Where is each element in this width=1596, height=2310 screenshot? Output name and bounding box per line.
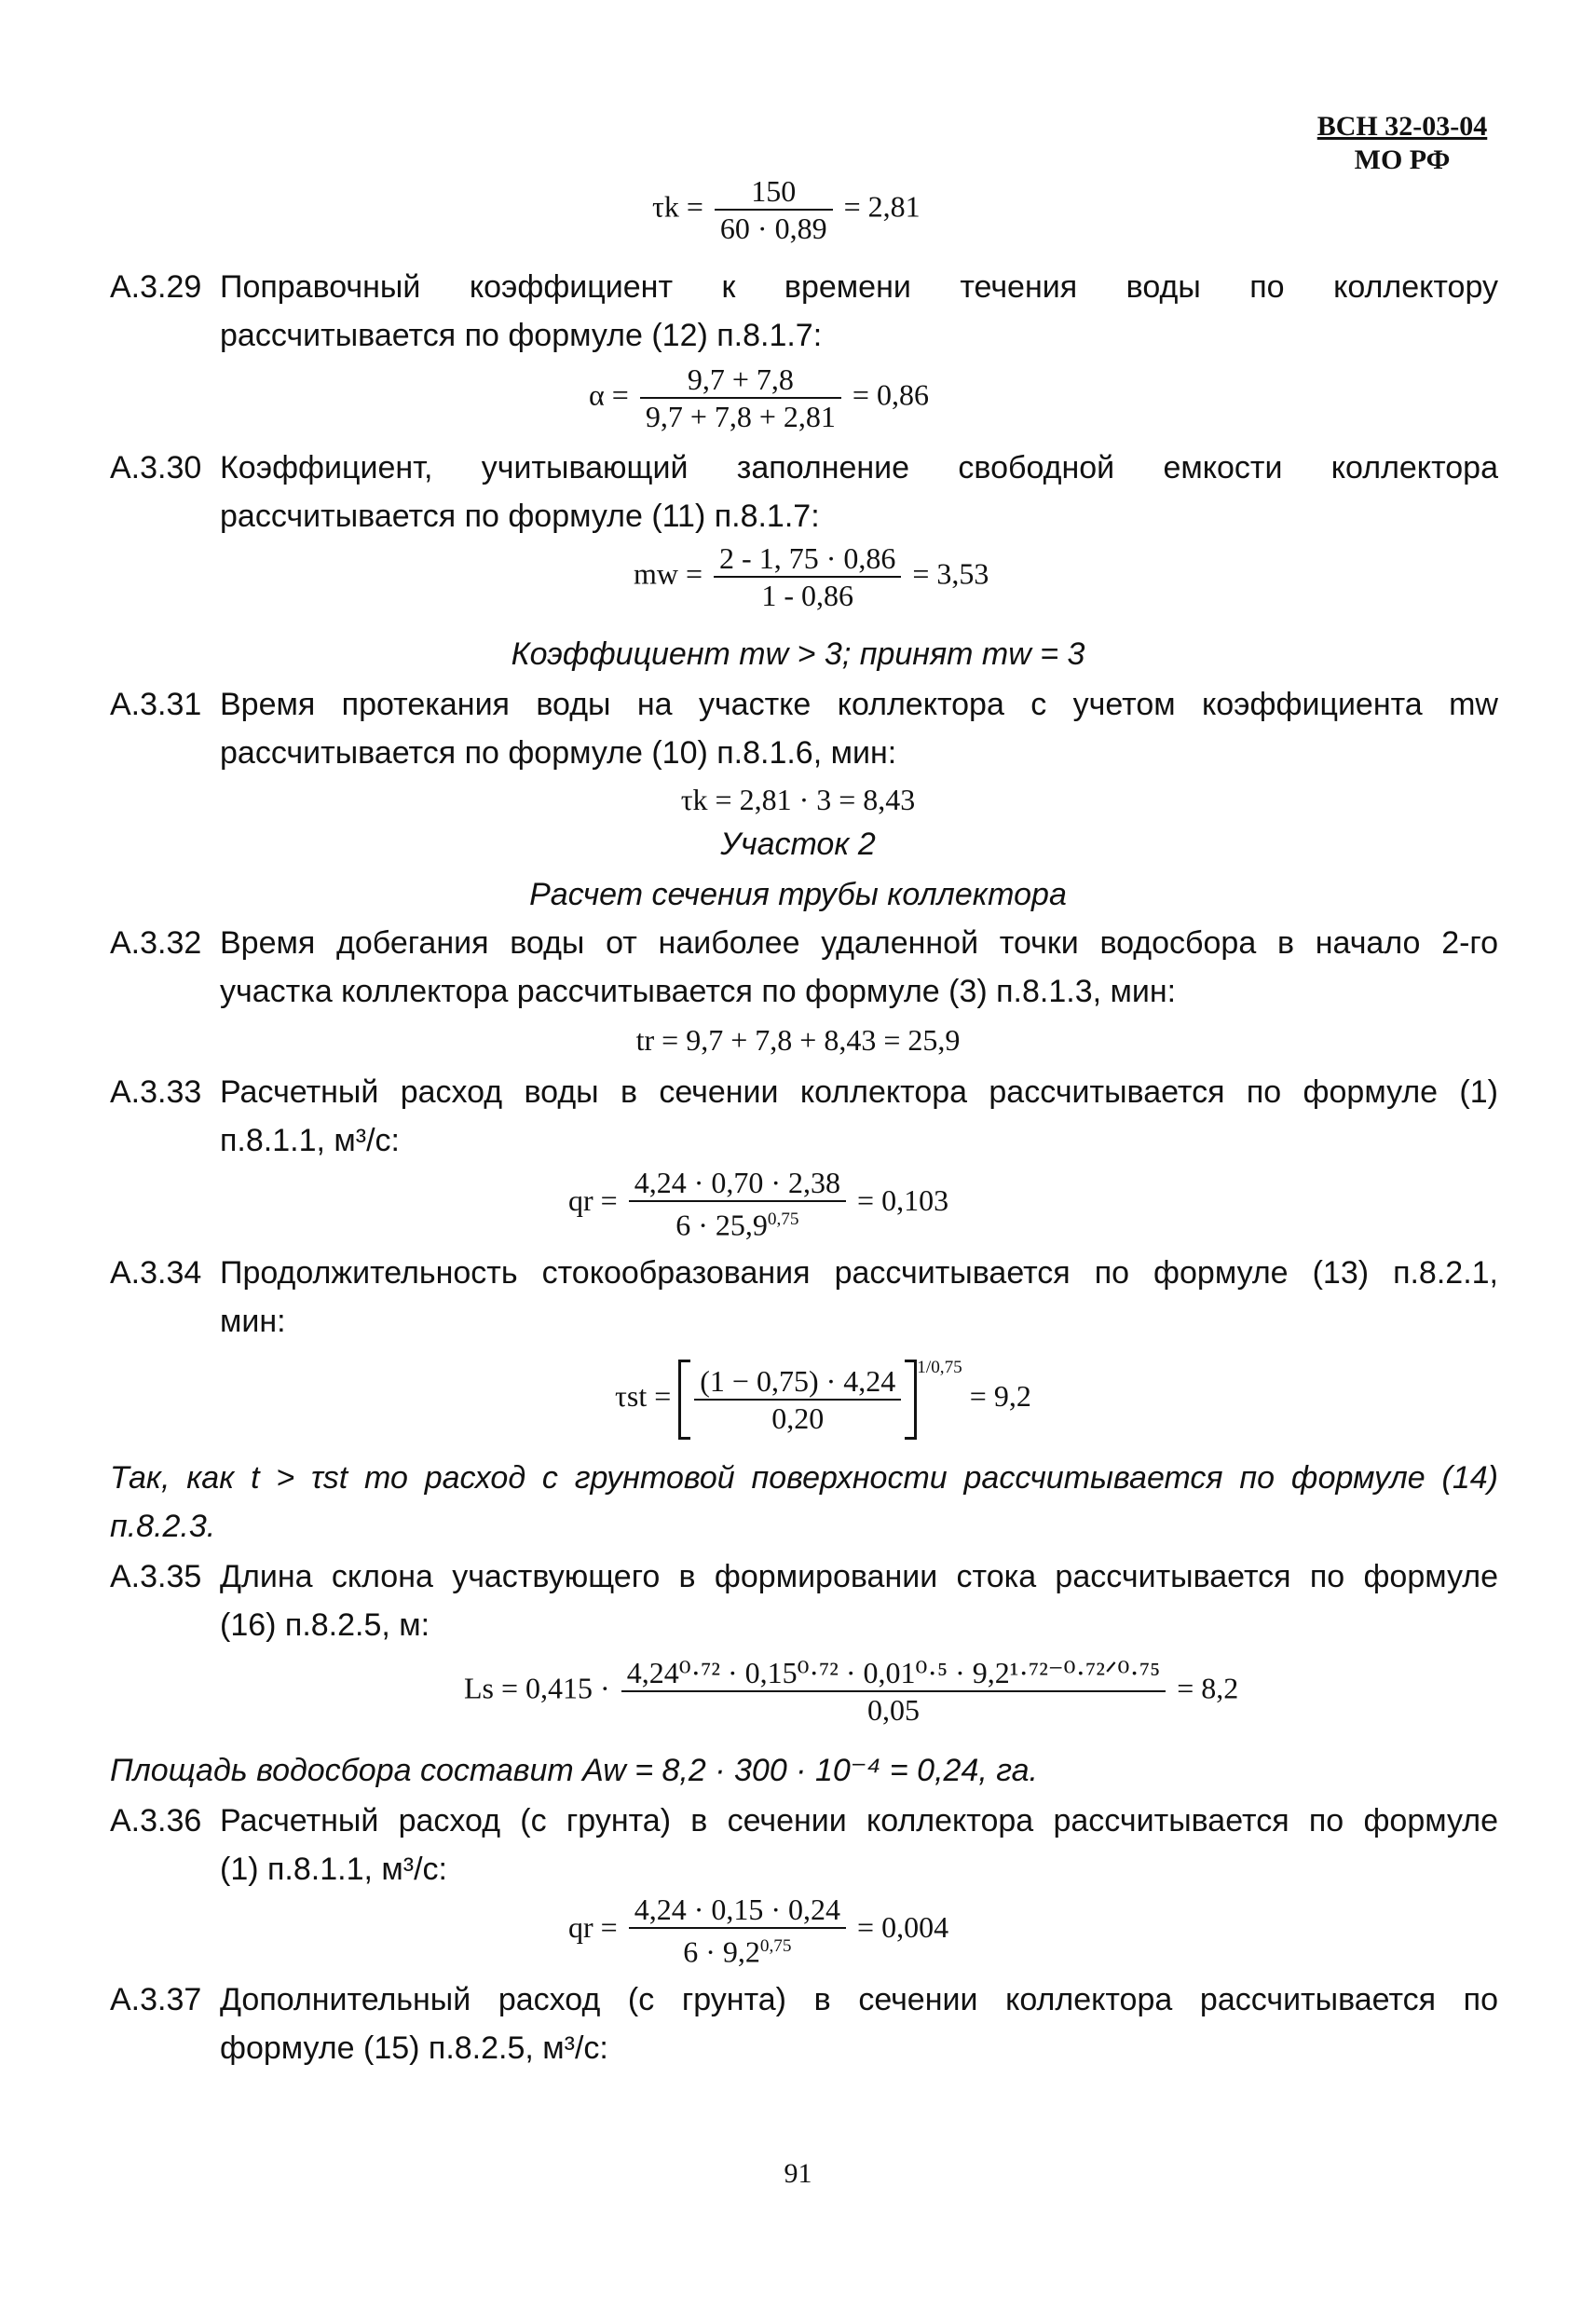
fraction (621, 1655, 1166, 1728)
numerator: (1 − 0,75) · 4,24 (700, 1363, 896, 1398)
clause-text (220, 1552, 1498, 1649)
formula-lhs: τst = (615, 1379, 672, 1413)
note-since (110, 1454, 1498, 1551)
fraction (629, 1892, 846, 1970)
clause-text (220, 1975, 1498, 2072)
formula-rhs: = 9,2 (969, 1379, 1031, 1413)
clause-line: Длина склона участвующего в формировании стока рассчитывается по формуле (220, 1559, 1498, 1594)
denominator-exponent: 0,75 (759, 1936, 792, 1956)
clause-number: А.3.29 (110, 269, 202, 305)
section-subtitle: Расчет сечения трубы коллектора (529, 877, 1067, 912)
clause-line: (16) п.8.2.5, м: (220, 1607, 430, 1643)
formula-lhs: τk = (652, 189, 703, 224)
clause-number: А.3.31 (110, 687, 202, 722)
fraction (694, 1363, 901, 1436)
denominator: 1 - 0,86 (714, 576, 901, 613)
numerator: 4,24⁰·⁷² · 0,15⁰·⁷² · 0,01⁰·⁵ · 9,2¹·⁷²⁻⁰·⁷²ᐟ⁰·⁷⁵ (626, 1656, 1161, 1689)
clause-line: Дополнительный расход (с грунта) в сечении коллектора рассчитывается по (220, 1982, 1498, 2017)
paragraph-a330 (110, 444, 1498, 540)
clause-text (220, 263, 1498, 360)
clause-number: А.3.34 (110, 1255, 202, 1291)
paragraph-a332 (110, 919, 1498, 1016)
denominator (629, 1927, 846, 1970)
paragraph-a331 (110, 680, 1498, 777)
denominator: 0,20 (694, 1399, 901, 1436)
clause-line: Расчетный расход (с грунта) в сечении коллектора рассчитывается по формуле (220, 1803, 1498, 1838)
clause-number: А.3.33 (110, 1074, 202, 1110)
clause-number: А.3.32 (110, 925, 202, 961)
clause-line: (1) п.8.1.1, м³/с: (220, 1852, 447, 1887)
clause-line: Продолжительность стокообразования рассчитывается по формуле (13) п.8.2.1, (220, 1255, 1498, 1291)
note-area: Площадь водосбора составит Aw = 8,2 · 300 · 10⁻⁴ = 0,24, га. (110, 1753, 1038, 1788)
numerator: 4,24 · 0,70 · 2,38 (634, 1166, 841, 1199)
formula-lhs: Ls = 0,415 · (464, 1671, 610, 1705)
formula-tau-k-corrected: τk = 2,81 · 3 = 8,43 (680, 783, 916, 816)
paragraph-a335 (110, 1552, 1498, 1649)
denominator: 0,05 (621, 1690, 1166, 1728)
exponent: 1/0,75 (917, 1358, 962, 1377)
numerator: 2 - 1, 75 · 0,86 (719, 541, 896, 575)
formula-rhs: = 8,2 (1177, 1671, 1239, 1705)
clause-text (220, 1249, 1498, 1346)
paragraph-a329 (110, 263, 1498, 360)
numerator: 150 (751, 174, 797, 208)
clause-line: рассчитывается по формуле (11) п.8.1.7: (220, 499, 820, 534)
formula-lhs: mw = (634, 556, 703, 591)
header-code: ВСН 32-03-04 (1316, 111, 1488, 142)
page-number: 91 (784, 2158, 812, 2189)
denominator-base: 6 · 9,2 (683, 1934, 760, 1969)
formula-tr: tr = 9,7 + 7,8 + 8,43 = 25,9 (635, 1023, 961, 1057)
fraction (629, 1165, 846, 1243)
clause-number: А.3.36 (110, 1803, 202, 1838)
bracket-group (678, 1360, 917, 1440)
denominator-exponent: 0,75 (767, 1210, 799, 1229)
clause-line: Время добегания воды от наиболее удаленной точки водосбора в начало 2-го (220, 925, 1498, 961)
clause-number: А.3.37 (110, 1982, 202, 2017)
clause-line: мин: (220, 1304, 286, 1339)
denominator (629, 1200, 846, 1243)
clause-line: участка коллектора рассчитывается по формуле (3) п.8.1.3, мин: (220, 974, 1177, 1009)
clause-text (220, 444, 1498, 540)
denominator-base: 6 · 25,9 (675, 1208, 768, 1242)
document-header (1276, 110, 1528, 177)
clause-number: А.3.35 (110, 1559, 202, 1594)
note-line: п.8.2.3. (110, 1509, 216, 1544)
formula-alpha (589, 362, 929, 434)
formula-rhs: = 0,004 (857, 1910, 949, 1945)
clause-line: Коэффициент, учитывающий заполнение свободной емкости коллектора (220, 450, 1498, 485)
note-line: Так, как t > τst то расход с грунтовой поверхности рассчитывается по формуле (14) (110, 1460, 1498, 1496)
formula-lhs: qr = (568, 1183, 618, 1218)
formula-qr-2 (568, 1892, 948, 1970)
clause-text (220, 1797, 1498, 1893)
clause-line: Расчетный расход воды в сечении коллектора рассчитывается по формуле (1) (220, 1074, 1498, 1110)
clause-text (220, 919, 1498, 1016)
formula-lhs: qr = (568, 1910, 618, 1945)
formula-rhs: = 2,81 (843, 189, 921, 224)
formula-ls (464, 1655, 1238, 1728)
denominator: 9,7 + 7,8 + 2,81 (640, 397, 841, 434)
clause-text (220, 680, 1498, 777)
formula-rhs: = 3,53 (912, 556, 989, 591)
numerator: 9,7 + 7,8 (687, 362, 794, 396)
header-org: МО РФ (1354, 144, 1451, 175)
clause-number: А.3.30 (110, 450, 202, 485)
clause-line: п.8.1.1, м³/с: (220, 1123, 400, 1158)
numerator: 4,24 · 0,15 · 0,24 (634, 1893, 841, 1926)
clause-line: формуле (15) п.8.2.5, м³/с: (220, 2030, 608, 2066)
clause-line: рассчитывается по формуле (12) п.8.1.7: (220, 318, 823, 353)
section-title: Участок 2 (720, 827, 876, 862)
paragraph-a336 (110, 1797, 1498, 1893)
formula-mw (634, 540, 989, 613)
fraction (640, 362, 841, 434)
clause-line: Время протекания воды на участке коллектора с учетом коэффициента mw (220, 687, 1498, 722)
fraction (714, 540, 901, 613)
denominator: 60 · 0,89 (715, 209, 833, 246)
paragraph-a337 (110, 1975, 1498, 2072)
clause-text (220, 1068, 1498, 1165)
clause-line: рассчитывается по формуле (10) п.8.1.6, мин: (220, 735, 897, 771)
formula-rhs: = 0,103 (857, 1183, 949, 1218)
formula-tau-st (615, 1349, 1031, 1440)
clause-line: Поправочный коэффициент к времени течения воды по коллектору (220, 269, 1498, 305)
formula-lhs: α = (589, 377, 629, 412)
formula-rhs: = 0,86 (852, 377, 929, 412)
formula-qr-1 (568, 1165, 948, 1243)
note-mw: Коэффициент mw > 3; принят mw = 3 (511, 636, 1085, 672)
formula-tau-k (652, 173, 921, 246)
fraction (715, 173, 833, 246)
paragraph-a333 (110, 1068, 1498, 1165)
paragraph-a334 (110, 1249, 1498, 1346)
